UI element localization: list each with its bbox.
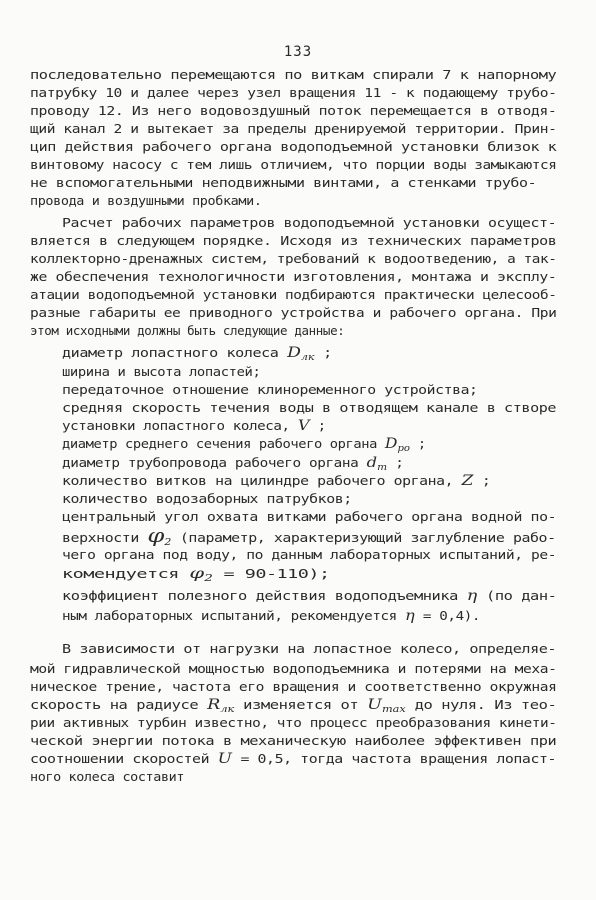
math-variable: V bbox=[297, 418, 310, 434]
math-subscript: 2 bbox=[204, 574, 213, 584]
text-run: комендуется bbox=[62, 567, 190, 581]
text-run: рии активных турбин известно, что процесс преобразования кинети- bbox=[30, 716, 557, 730]
math-symbol bbox=[298, 418, 310, 434]
text-run: ; bbox=[387, 456, 404, 470]
text-line bbox=[30, 67, 556, 83]
text-line bbox=[30, 121, 556, 137]
text-line bbox=[30, 287, 556, 303]
text-line bbox=[62, 641, 556, 657]
math-symbol bbox=[207, 697, 234, 713]
text-run: диаметр лопастного колеса bbox=[62, 346, 288, 360]
text-run: ; bbox=[409, 437, 426, 451]
text-run: коллекторно-дренажных систем, требований к водоотведению, а так- bbox=[30, 252, 557, 266]
math-subscript: ро bbox=[397, 444, 410, 454]
math-symbol bbox=[467, 588, 477, 604]
math-symbol bbox=[287, 345, 314, 361]
text-line bbox=[30, 769, 184, 785]
math-symbol bbox=[218, 751, 232, 767]
math-symbol bbox=[147, 523, 171, 547]
text-line bbox=[30, 85, 556, 101]
text-run: вляется в следующем порядке. Исходя из технических параметров bbox=[30, 234, 557, 248]
text-line bbox=[30, 751, 556, 767]
text-line bbox=[62, 473, 490, 489]
math-variable: Z bbox=[461, 473, 474, 489]
math-symbol bbox=[367, 455, 387, 471]
text-run: = 0,5, тогда частота вращения лопаст- bbox=[231, 752, 557, 766]
text-line bbox=[62, 345, 332, 366]
text-run: = 90-110); bbox=[212, 567, 330, 581]
math-variable: d bbox=[366, 455, 378, 471]
math-variable: η bbox=[405, 608, 415, 624]
text-run: ническое трение, частота его вращения и соответственно окружная bbox=[30, 680, 557, 694]
text-line bbox=[30, 305, 556, 321]
text-line bbox=[30, 193, 262, 209]
text-run: ширина и высота лопастей; bbox=[62, 365, 261, 379]
math-subscript: max bbox=[381, 705, 406, 715]
math-symbol bbox=[385, 436, 410, 452]
text-run: (по дан- bbox=[477, 589, 557, 603]
text-run: до нуля. Из тео- bbox=[405, 698, 557, 712]
text-run: установки лопастного колеса, bbox=[62, 419, 298, 433]
text-line bbox=[62, 400, 556, 416]
text-line bbox=[62, 215, 556, 231]
math-variable: η bbox=[466, 588, 478, 604]
text-line bbox=[62, 588, 556, 604]
text-line bbox=[30, 175, 536, 191]
text-run: коэффициент полезного действия водоподъемника bbox=[62, 589, 467, 603]
math-subscript: т bbox=[377, 463, 388, 473]
text-run: ческой энергии потока в механическую наиболее эффективен при bbox=[30, 734, 557, 748]
text-line bbox=[62, 436, 426, 457]
text-run: диаметр трубопровода рабочего органа bbox=[62, 456, 367, 470]
text-run: = 0,4). bbox=[414, 609, 481, 623]
text-run: ; bbox=[314, 346, 332, 360]
text-line bbox=[62, 509, 556, 525]
text-run: Расчет рабочих параметров водоподъемной установки осущест- bbox=[62, 216, 557, 230]
text-run: центральный угол охвата витками рабочего органа водной по- bbox=[62, 510, 557, 524]
text-line bbox=[30, 157, 556, 173]
text-run: мой гидравлической мощностью водоподъемника и потерями на меха- bbox=[30, 662, 557, 676]
math-symbol bbox=[405, 608, 415, 624]
text-run: не вспомогательными неподвижными винтами, а стенками трубо- bbox=[30, 176, 537, 190]
text-run: винтовому насосу с тем лишь отличием, что порции воды замыкаются bbox=[30, 158, 557, 172]
math-subscript: лк bbox=[220, 705, 235, 715]
math-subscript: лк bbox=[300, 353, 315, 363]
text-line bbox=[62, 418, 326, 434]
text-line bbox=[62, 608, 480, 624]
math-variable: φ bbox=[147, 523, 165, 547]
math-variable: U bbox=[217, 751, 232, 767]
text-run: В зависимости от нагрузки на лопастное колесо, определяе- bbox=[62, 642, 557, 656]
text-run: средняя скорость течения воды в отводящем канале в створе bbox=[62, 401, 557, 415]
text-run: разные габариты ее приводного устройства и рабочего органа. При bbox=[30, 306, 557, 320]
text-run: проводу 12. Из него водовоздушный поток перемещается в отводя- bbox=[30, 104, 557, 118]
text-run: ного колеса составит bbox=[30, 770, 185, 784]
text-run: верхности bbox=[62, 531, 148, 545]
text-run: цип действия рабочего органа водоподъемной установки близок к bbox=[30, 140, 557, 154]
text-line bbox=[30, 679, 556, 695]
math-variable: φ bbox=[189, 566, 205, 582]
text-line bbox=[30, 103, 556, 119]
text-run: скорость на радиусе bbox=[30, 698, 208, 712]
text-line bbox=[62, 364, 260, 380]
math-variable: R bbox=[207, 697, 221, 713]
text-run: ; bbox=[473, 474, 491, 488]
math-variable: D bbox=[384, 436, 398, 452]
math-variable: U bbox=[367, 697, 382, 713]
text-run: этом исходными должны быть следующие данные: bbox=[30, 324, 345, 338]
text-run: чего органа под воду, по данным лабораторных испытаний, ре- bbox=[62, 548, 557, 562]
text-run: атации водоподъемной установки подбираются практически целесооб- bbox=[30, 288, 557, 302]
text-line bbox=[30, 323, 344, 339]
text-run: ; bbox=[309, 419, 326, 433]
text-run: диаметр среднего сечения рабочего органа bbox=[62, 437, 385, 451]
text-run: соотношении скоростей bbox=[30, 752, 218, 766]
math-symbol bbox=[367, 697, 406, 713]
math-symbol bbox=[462, 473, 474, 489]
text-line bbox=[30, 251, 556, 267]
text-line bbox=[62, 382, 478, 398]
page-number: 133 bbox=[283, 44, 313, 60]
text-line bbox=[62, 566, 330, 587]
text-line bbox=[62, 547, 556, 563]
text-line bbox=[62, 491, 352, 507]
text-line bbox=[30, 233, 556, 249]
text-run: количество витков на цилиндре рабочего органа, bbox=[62, 474, 462, 488]
text-run: (параметр, характеризующий заглубление рабо- bbox=[171, 531, 556, 545]
text-run: передаточное отношение клиноременного устройства; bbox=[62, 383, 478, 397]
text-run: провода и воздушными пробками. bbox=[30, 194, 262, 208]
text-line bbox=[30, 269, 556, 285]
math-subscript: 2 bbox=[164, 538, 172, 548]
text-run: же обеспечения технологичности изготовления, монтажа и эксплу- bbox=[30, 270, 557, 284]
text-run: изменяется от bbox=[234, 698, 368, 712]
text-run: щий канал 2 и вытекает за пределы дренируемой территории. Прин- bbox=[30, 122, 557, 136]
text-line bbox=[30, 733, 556, 749]
text-line bbox=[30, 139, 556, 155]
text-run: последовательно перемещаются по виткам спирали 7 к напорному bbox=[30, 68, 557, 82]
text-line bbox=[30, 715, 556, 731]
text-run: ным лабораторных испытаний, рекомендуется bbox=[62, 609, 406, 623]
text-run: патрубку 10 и далее через узел вращения 11 - к подающему трубо- bbox=[30, 86, 557, 100]
text-line bbox=[30, 661, 556, 677]
math-symbol bbox=[189, 566, 212, 582]
math-variable: D bbox=[287, 345, 301, 361]
text-run: количество водозаборных патрубков; bbox=[62, 492, 352, 506]
